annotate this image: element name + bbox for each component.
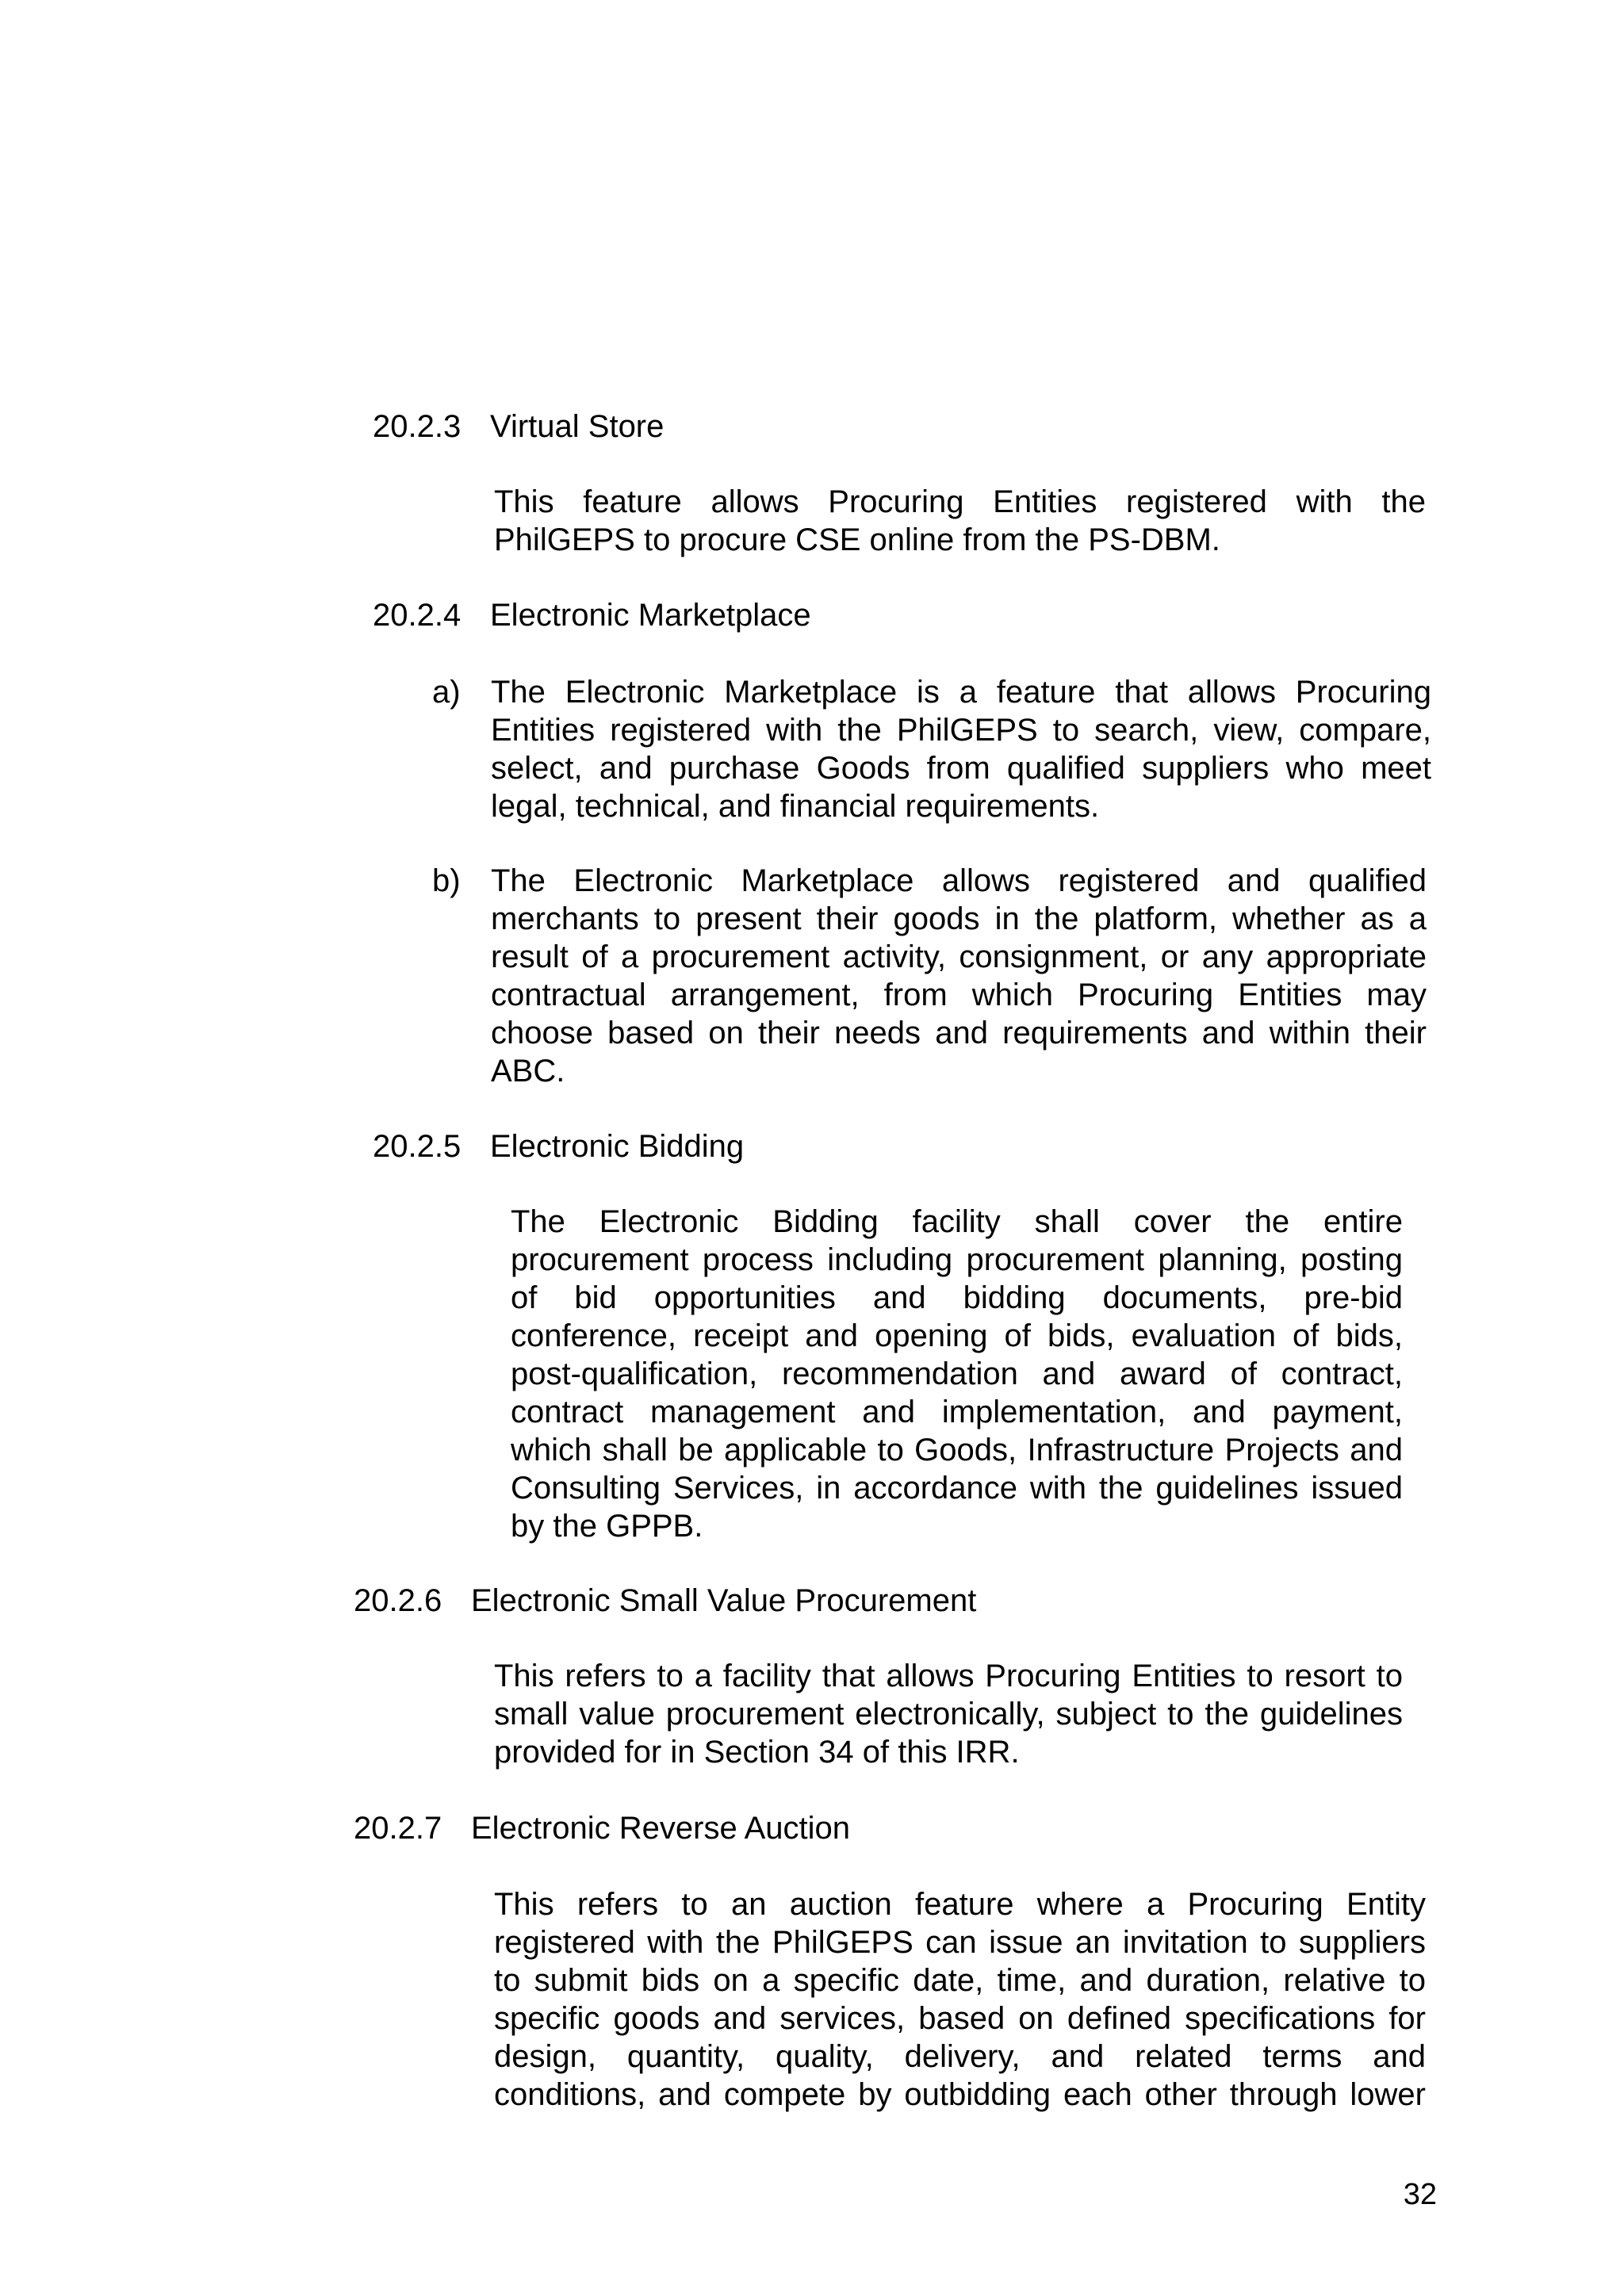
section-number: 20.2.5 <box>373 1129 462 1164</box>
list-item-text: The Electronic Marketplace is a feature that allows Procuring Entities registered with the PhilGEPS to search, view, compare, select, and purchase Goods from qualified suppliers who meet legal, technical, and financial requirements. <box>491 675 1431 824</box>
section-title: Electronic Bidding <box>490 1129 745 1164</box>
section-title: Electronic Reverse Auction <box>471 1811 851 1846</box>
section-title: Electronic Marketplace <box>490 598 811 633</box>
section-title: Electronic Small Value Procurement <box>471 1583 977 1618</box>
section-number: 20.2.7 <box>354 1811 442 1846</box>
section-number: 20.2.3 <box>373 409 462 444</box>
page-number: 32 <box>1403 2178 1437 2211</box>
section-title: Virtual Store <box>490 409 665 444</box>
list-item-label: b) <box>432 863 461 898</box>
section-paragraph-20-2-6: This refers to a facility that allows Procuring Entities to resort to small value procurement electronically, subject to the guidelines provided for in Section 34 of this IRR. <box>494 1659 1403 1770</box>
section-number: 20.2.4 <box>373 598 462 633</box>
section-paragraph-20-2-5: The Electronic Bidding facility shall cover the entire procurement process including procurement planning, posting of bid opportunities and bidding documents, pre-bid conference, receipt and opening of bids, evaluation of bids, post-qualification, recommendation and award of contract, contract management and implementation, and payment, which shall be applicable to Goods, Infrastructure Projects and Consulting Services, in accordance with the guidelines issued by the GPPB. <box>511 1204 1403 1544</box>
section-number: 20.2.6 <box>354 1583 442 1618</box>
list-item-label: a) <box>432 675 461 710</box>
section-paragraph-20-2-7: This refers to an auction feature where a Procuring Entity registered with the PhilGEPS can issue an invitation to suppliers to submit bids on a specific date, time, and duration, relative to specific goods and services, based on defined specifications for design, quantity, quality, delivery, and related terms and conditions, and compete by outbidding each other through lower <box>494 1887 1426 2112</box>
section-paragraph-20-2-3: This feature allows Procuring Entities registered with the PhilGEPS to procure CSE online from the PS-DBM. <box>494 484 1426 557</box>
list-item-text: The Electronic Marketplace allows registered and qualified merchants to present their goods in the platform, whether as a result of a procurement activity, consignment, or any appropriate contractual arrangement, from which Procuring Entities may choose based on their needs and requirements and within their ABC. <box>491 863 1427 1089</box>
